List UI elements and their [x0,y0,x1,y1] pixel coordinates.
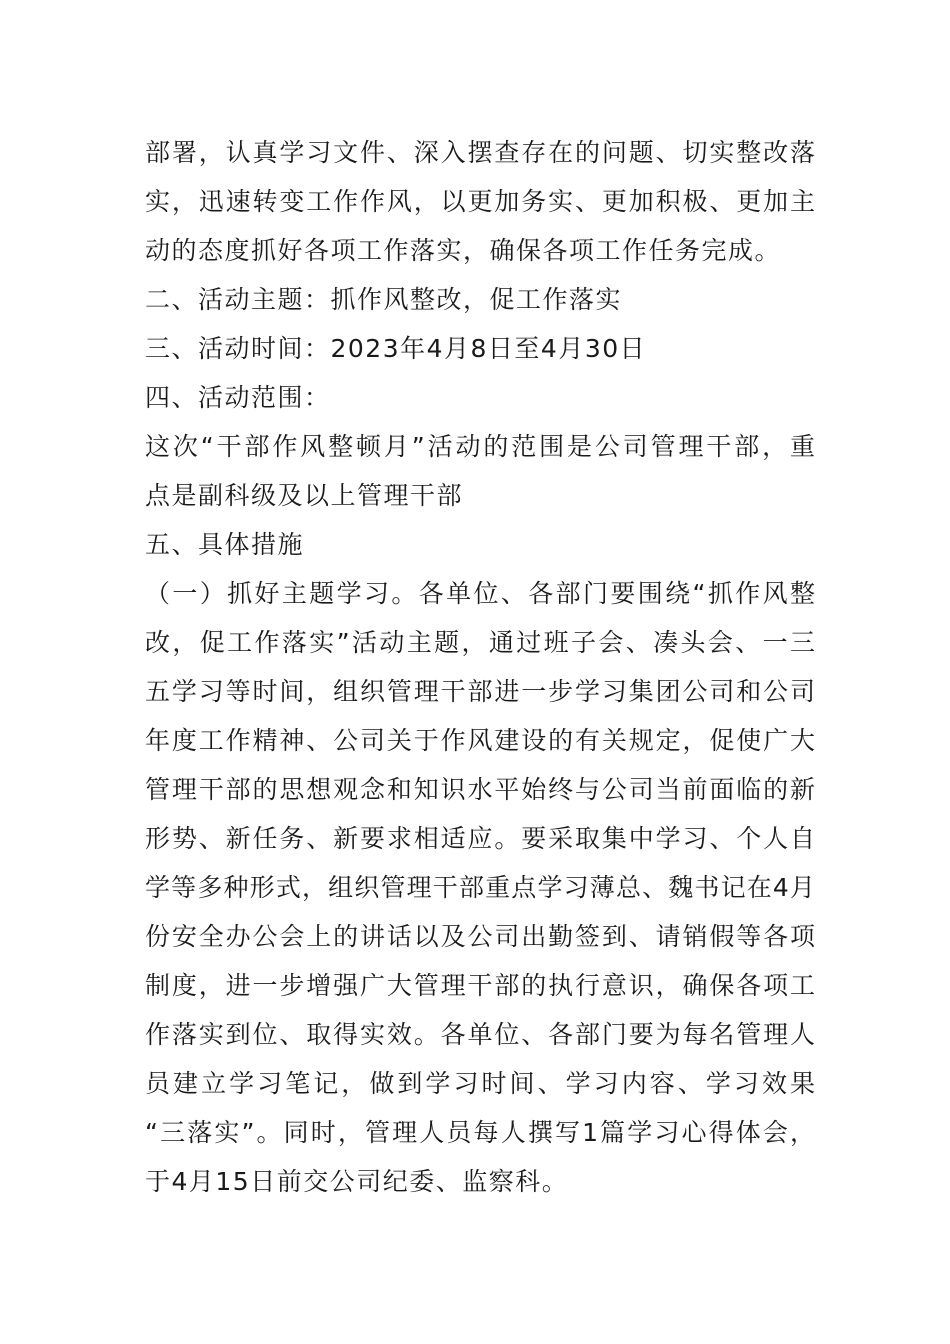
text-line: 五学习等时间，组织管理干部进一步学习集团公司和公司 [145,677,815,706]
text-line: 份安全办公会上的讲话以及公司出勤签到、请销假等各项 [145,922,815,951]
paragraph-p7 [145,569,815,1206]
paragraph-p4 [145,373,815,422]
text-line: 点是副科级及以上管理干部 [145,481,464,510]
text-line: 二、活动主题：抓作风整改，促工作落实 [145,285,623,314]
paragraph-p6 [145,520,815,569]
text-line: 于4月15日前交公司纪委、监察科。 [145,1167,569,1196]
text-line: 部署，认真学习文件、深入摆查存在的问题、切实整改落 [145,138,815,167]
text-line: 这次“干部作风整顿月”活动的范围是公司管理干部，重 [145,432,815,461]
document-body [145,128,815,1206]
text-line: 学等多种形式，组织管理干部重点学习薄总、魏书记在4月 [145,873,815,902]
text-line: （一）抓好主题学习。各单位、各部门要围绕“抓作风整 [145,579,815,608]
text-line: 形势、新任务、新要求相适应。要采取集中学习、个人自 [145,824,815,853]
text-line: 三、活动时间：2023年4月8日至4月30日 [145,334,647,363]
text-line: 员建立学习笔记，做到学习时间、学习内容、学习效果 [145,1069,815,1098]
text-line: 动的态度抓好各项工作落实，确保各项工作任务完成。 [145,236,782,265]
paragraph-p2 [145,275,815,324]
paragraph-p5 [145,422,815,520]
text-line: 管理干部的思想观念和知识水平始终与公司当前面临的新 [145,775,815,804]
text-line: 作落实到位、取得实效。各单位、各部门要为每名管理人 [145,1020,815,1049]
text-line: 制度，进一步增强广大管理干部的执行意识，确保各项工 [145,971,815,1000]
text-line: 实，迅速转变工作作风，以更加务实、更加积极、更加主 [145,187,815,216]
text-line: “三落实”。同时，管理人员每人撰写1篇学习心得体会， [145,1118,815,1147]
text-line: 改，促工作落实”活动主题，通过班子会、凑头会、一三 [145,628,815,657]
text-line: 年度工作精神、公司关于作风建设的有关规定，促使广大 [145,726,815,755]
paragraph-p1 [145,128,815,275]
text-line: 四、活动范围： [145,383,331,412]
paragraph-p3 [145,324,815,373]
text-line: 五、具体措施 [145,530,305,559]
